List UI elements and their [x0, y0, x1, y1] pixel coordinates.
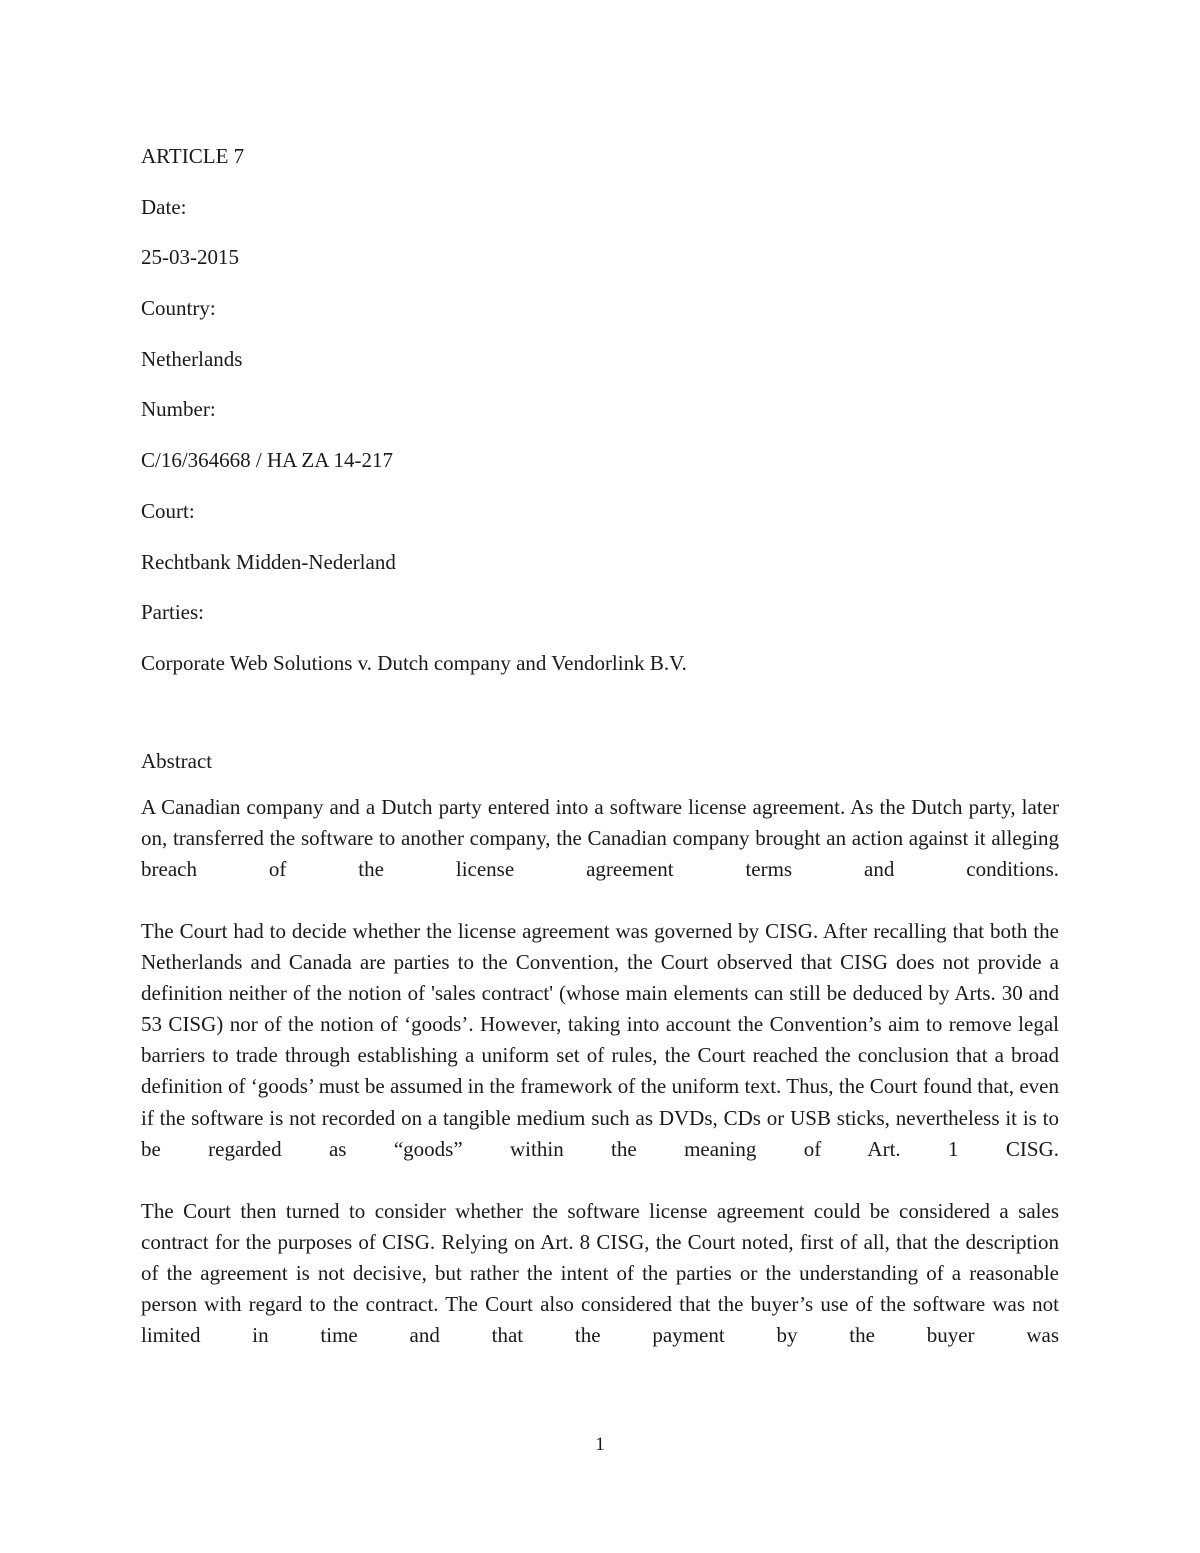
country-label: Country:: [141, 296, 216, 321]
date-value: 25-03-2015: [141, 245, 239, 270]
country-value: Netherlands: [141, 346, 243, 371]
page-number: 1: [595, 1434, 605, 1455]
number-label: Number:: [141, 397, 216, 422]
abstract-paragraph: The Court had to decide whether the license agreement was governed by CISG. After recalling that both the Netherlands and Canada are parties to the Convention, the Court observed that CISG does not provide a definition neither of the notion of 'sales contract' (whose main elements can still be deduced by Arts. 30 and 53 CISG) nor of the notion of ‘goods’. However, taking into account the Convention’s aim to remove legal barriers to trade through establishing a uniform set of rules, the Court reached the conclusion that a broad definition of ‘goods’ must be assumed in the framework of the uniform text. Thus, the Court found that, even if the software is not recorded on a tangible medium such as DVDs, CDs or USB sticks, nevertheless it is to be regarded as “goods” within the meaning of Art. 1 CISG.: [141, 918, 1059, 1161]
abstract-paragraph: A Canadian company and a Dutch party entered into a software license agreement. As the Dutch party, later on, transferred the software to another company, the Canadian company brought an action against it alleging breach of the license agreement terms and conditions.: [141, 794, 1059, 881]
article-title: ARTICLE 7: [141, 144, 245, 168]
abstract-paragraph: The Court then turned to consider whether the software license agreement could be considered a sales contract for the purposes of CISG. Relying on Art. 8 CISG, the Court noted, first of all, that the description of the agreement is not decisive, but rather the intent of the parties or the understanding of a reasonable person with regard to the contract. The Court also considered that the buyer’s use of the software was not limited in time and that the payment by the buyer was: [141, 1198, 1059, 1348]
abstract-heading: Abstract: [141, 748, 213, 773]
parties-value: Corporate Web Solutions v. Dutch company and Vendorlink B.V.: [141, 650, 687, 675]
court-value: Rechtbank Midden-Nederland: [141, 549, 396, 574]
parties-label: Parties:: [141, 600, 204, 625]
spacer: [141, 696, 1059, 746]
document-body: [141, 138, 1059, 1382]
number-value: C/16/364668 / HA ZA 14-217: [141, 448, 394, 473]
court-label: Court:: [141, 498, 195, 523]
date-label: Date:: [141, 194, 187, 219]
